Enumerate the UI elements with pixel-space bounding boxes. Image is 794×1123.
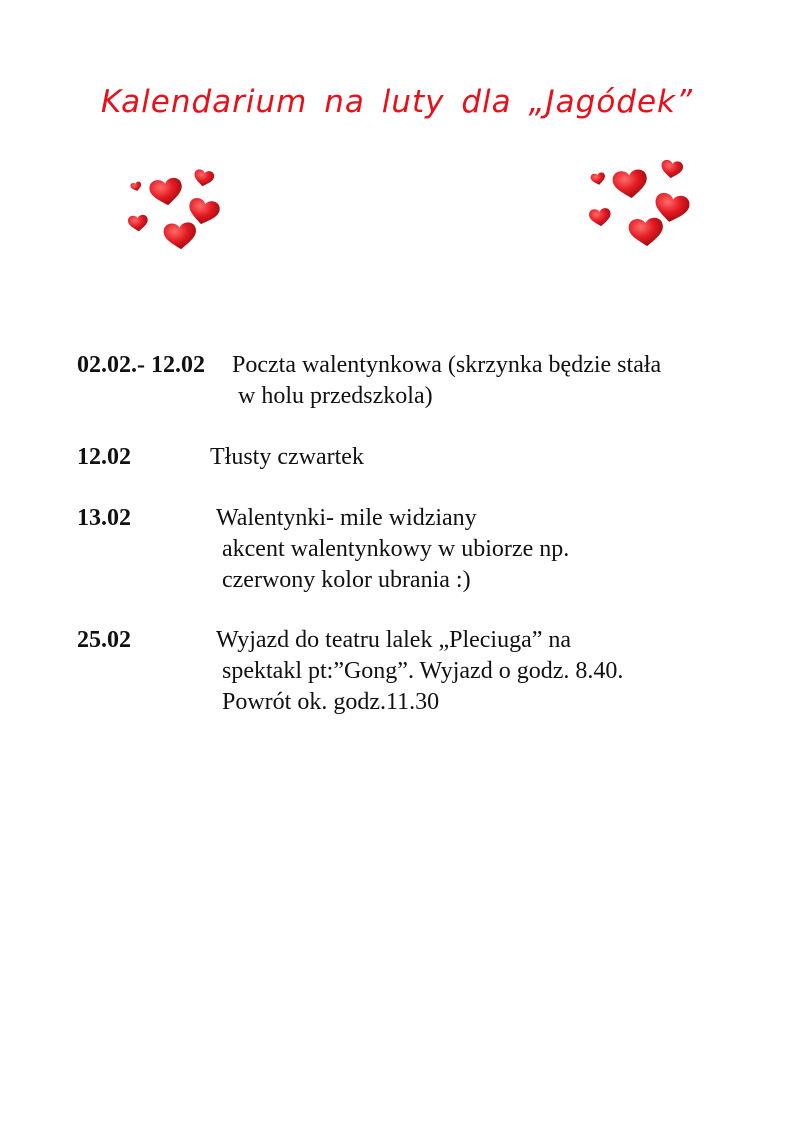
entry-line: Walentynki- mile widziany (216, 505, 477, 531)
entry-line: Powrót ok. godz.11.30 (216, 689, 440, 715)
entry-description (216, 503, 569, 596)
entry-line: akcent walentynkowy w ubiorze np. (216, 536, 570, 562)
entry-line: Wyjazd do teatru lalek „Pleciuga” na (216, 627, 572, 653)
entry-date: 12.02 (77, 444, 131, 470)
entry-line: w holu przedszkola) (232, 383, 433, 409)
page-title: Kalendarium na luty dla „Jagódek” (100, 84, 694, 120)
hearts-right-icon (580, 150, 698, 255)
entry-description (216, 625, 623, 718)
entry-date: 02.02.- 12.02 (77, 352, 205, 378)
entry-line: spektakl pt:”Gong”. Wyjazd o godz. 8.40. (216, 658, 624, 684)
entry-description (210, 442, 364, 473)
entry-line: Poczta walentynkowa (skrzynka będzie stała (232, 352, 662, 378)
entry-description (232, 350, 661, 412)
entry-line: Tłusty czwartek (210, 444, 364, 470)
hearts-left-icon (118, 160, 230, 260)
entry-date: 13.02 (77, 505, 131, 531)
entry-date: 25.02 (77, 627, 131, 653)
entry-line: czerwony kolor ubrania :) (216, 567, 471, 593)
